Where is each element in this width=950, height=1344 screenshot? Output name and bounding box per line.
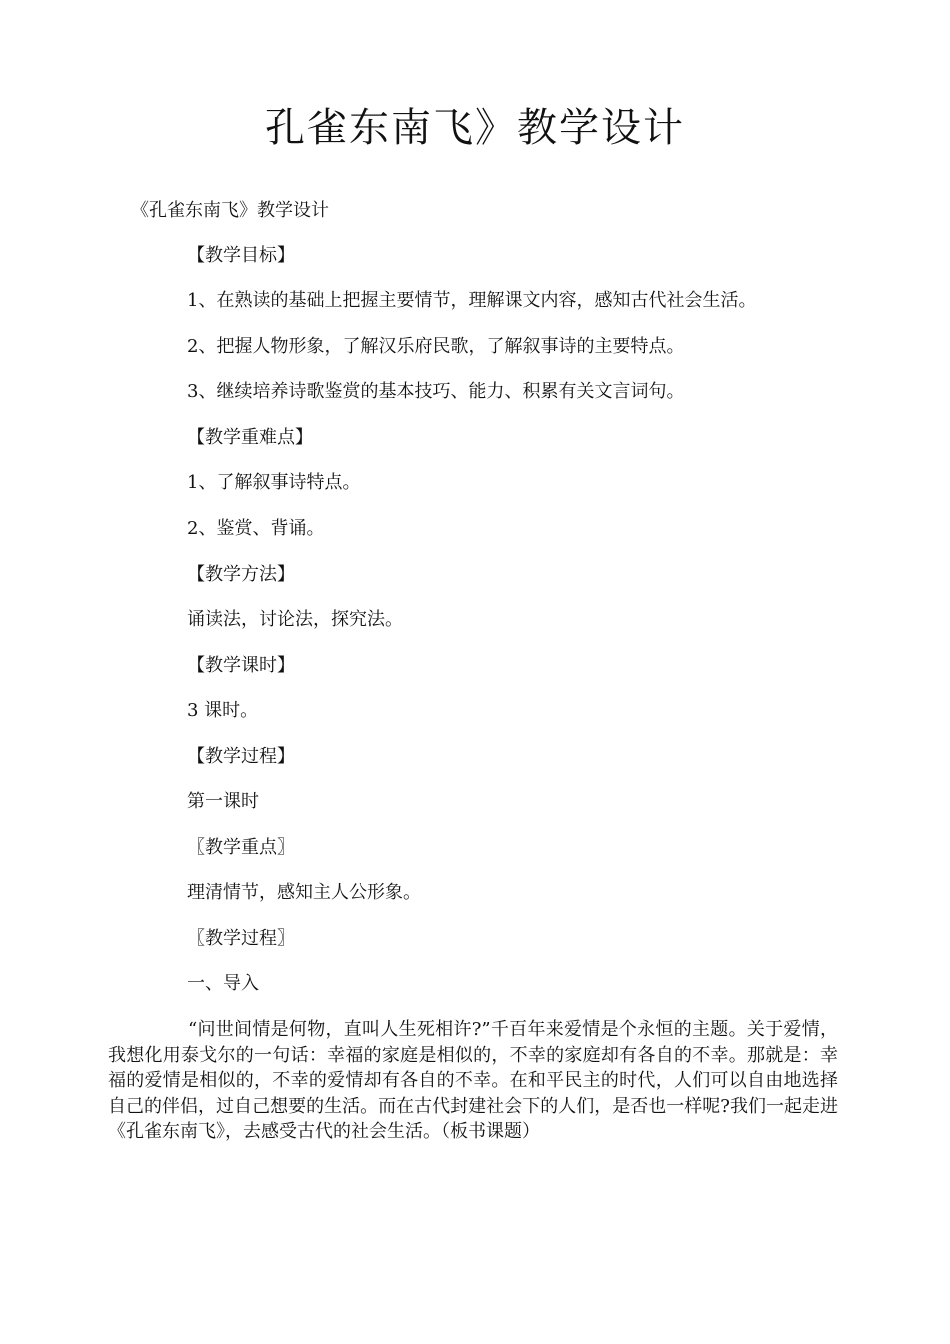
objective-item: 2、把握人物形象，了解汉乐府民歌，了解叙事诗的主要特点。 xyxy=(187,336,685,357)
introduction-paragraph: “问世间情是何物，直叫人生死相许?”千百年来爱情是个永恒的主题。关于爱情，我想化用泰戈尔的一句话：幸福的家庭是相似的，不幸的家庭却有各自的不幸。那就是：幸福的爱情是相似的，不幸的爱情却有各自的不幸。在和平民主的时代，人们可以自由地选择自己的伴侣，过自己想要的生活。而在古代封建社会下的人们，是否也一样呢?我们一起走进《孔雀东南飞》，去感受古代的社会生活。（板书课题） xyxy=(108,1019,838,1143)
document-subtitle: 《孔雀东南飞》教学设计 xyxy=(131,200,329,221)
methods-text: 诵读法，讨论法，探究法。 xyxy=(187,609,403,630)
section-heading-class-hours: 【教学课时】 xyxy=(187,655,295,676)
objective-item: 1、在熟读的基础上把握主要情节，理解课文内容，感知古代社会生活。 xyxy=(187,290,757,311)
objective-item: 3、继续培养诗歌鉴赏的基本技巧、能力、积累有关文言词句。 xyxy=(187,381,685,402)
key-point-item: 2、鉴赏、背诵。 xyxy=(187,518,325,539)
key-point-item: 1、了解叙事诗特点。 xyxy=(187,472,361,493)
document-title: 孔雀东南飞》教学设计 xyxy=(265,105,685,151)
subheading-process: 〖教学过程〗 xyxy=(187,928,295,949)
class-hours-text: 3 课时。 xyxy=(187,700,259,721)
section-heading-key-points: 【教学重难点】 xyxy=(187,427,313,448)
lesson-label: 第一课时 xyxy=(187,791,259,812)
step-heading-introduction: 一、导入 xyxy=(187,973,259,994)
section-heading-objectives: 【教学目标】 xyxy=(187,245,295,266)
focus-text: 理清情节，感知主人公形象。 xyxy=(187,882,421,903)
section-heading-process: 【教学过程】 xyxy=(187,746,295,767)
subheading-focus: 〖教学重点〗 xyxy=(187,837,295,858)
section-heading-methods: 【教学方法】 xyxy=(187,564,295,585)
